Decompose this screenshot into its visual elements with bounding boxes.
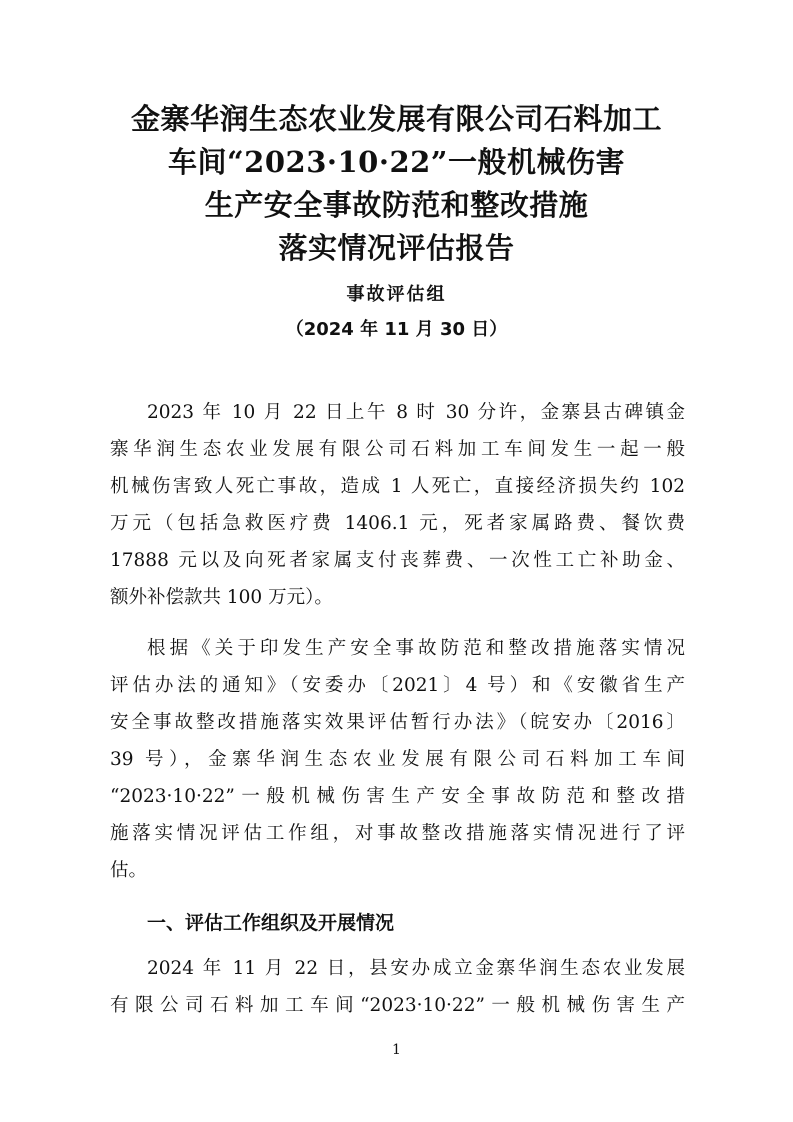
paragraph-line: 寨华润生态农业发展有限公司石料加工车间发生一起一般 <box>110 439 685 460</box>
paragraph-line: 2024 年 11 月 22 日，县安办成立金寨华润生态农业发展 <box>147 958 685 979</box>
paragraph-line: “2023·10·22”一般机械伤害生产安全事故防范和整改措 <box>110 786 685 807</box>
paragraph-line: 额外补偿款共 100 万元）。 <box>110 587 333 608</box>
title-line-2: 车间“2023·10·22”一般机械伤害 <box>168 145 625 179</box>
paragraph-line: 39 号），金寨华润生态农业发展有限公司石料加工车间 <box>110 749 685 770</box>
title-line-1: 金寨华润生态农业发展有限公司石料加工 <box>130 102 662 136</box>
paragraph-line: 万元（包括急救医疗费 1406.1 元，死者家属路费、餐饮费 <box>110 513 685 534</box>
report-title <box>0 98 793 270</box>
title-line-3: 生产安全事故防范和整改措施 <box>204 188 589 222</box>
paragraph-line: 估。 <box>110 860 148 881</box>
paragraph-line: 2023 年 10 月 22 日上午 8 时 30 分许，金寨县古碑镇金 <box>147 402 685 423</box>
paragraph-2 <box>110 630 685 889</box>
paragraph-line: 根据《关于印发生产安全事故防范和整改措施落实情况 <box>147 638 685 659</box>
paragraph-line: 17888 元以及向死者家属支付丧葬费、一次性工亡补助金、 <box>110 550 685 571</box>
paragraph-3 <box>110 950 685 1024</box>
organization-name: 事故评估组 <box>346 284 447 305</box>
paragraph-1 <box>110 394 685 616</box>
paragraph-line: 评估办法的通知》（安委办〔2021〕4 号）和《安徽省生产 <box>110 675 685 696</box>
paragraph-line: 机械伤害致人死亡事故，造成 1 人死亡，直接经济损失约 102 <box>110 476 685 497</box>
report-date: （2024 年 11 月 30 日） <box>285 319 508 340</box>
title-line-4: 落实情况评估报告 <box>278 231 515 265</box>
paragraph-line: 有限公司石料加工车间“2023·10·22”一般机械伤害生产 <box>110 995 685 1016</box>
page-number: 1 <box>392 1042 401 1058</box>
paragraph-line: 施落实情况评估工作组，对事故整改措施落实情况进行了评 <box>110 823 685 844</box>
paragraph-line: 安全事故整改措施落实效果评估暂行办法》（皖安办〔2016〕 <box>110 712 685 733</box>
section-heading: 一、评估工作组织及开展情况 <box>147 912 395 934</box>
